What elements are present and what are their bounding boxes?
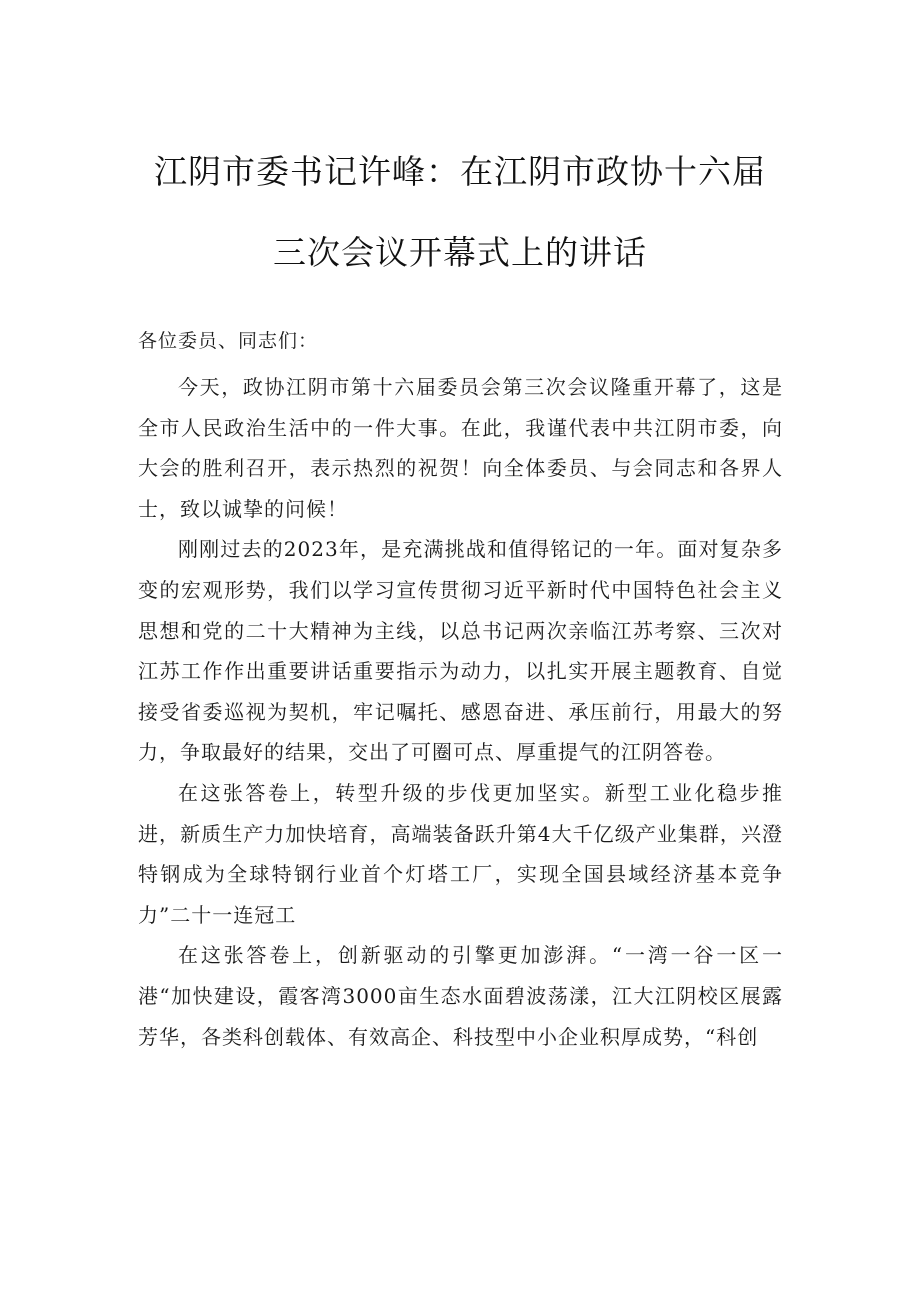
paragraph-greeting: 今天，政协江阴市第十六届委员会第三次会议隆重开幕了，这是全市人民政治生活中的一件大事。在此，我谨代表中共江阴市委，向大会的胜利召开，表示热烈的祝贺！向全体委员、与会同志和各界人士，致以诚挚的问候！ [138, 375, 783, 521]
paragraph-innovation: 在这张答卷上，创新驱动的引擎更加澎湃。“一湾一谷一区一港“加快建设，霞客湾3000亩生态水面碧波荡漾，江大江阴校区展露芳华，各类科创载体、有效高企、科技型中小企业积厚成势，“科创 [138, 943, 783, 1049]
salutation: 各位委员、同志们： [138, 330, 319, 352]
title-line-1: 江阴市委书记许峰：在江阴市政协十六届 [154, 152, 766, 191]
title-line-2: 三次会议开幕式上的讲话 [273, 233, 647, 272]
paragraph-review-2023: 刚刚过去的2023年，是充满挑战和值得铭记的一年。面对复杂多变的宏观形势，我们以学习宣传贯彻习近平新时代中国特色社会主义思想和党的二十大精神为主线，以总书记两次亲临江苏考察、三次对江苏工作作出重要讲话重要指示为动力，以扎实开展主题教育、自觉接受省委巡视为契机，牢记嘱托、感恩奋进、承压前行，用最大的努力，争取最好的结果，交出了可圈可点、厚重提气的江阴答卷。 [138, 537, 783, 765]
body-text [138, 367, 783, 1057]
paragraph-transformation: 在这张答卷上，转型升级的步伐更加坚实。新型工业化稳步推进，新质生产力加快培育，高端装备跃升第4大千亿级产业集群，兴澄特钢成为全球特钢行业首个灯塔工厂，实现全国县域经济基本竞争力”二十一连冠工 [138, 780, 783, 927]
